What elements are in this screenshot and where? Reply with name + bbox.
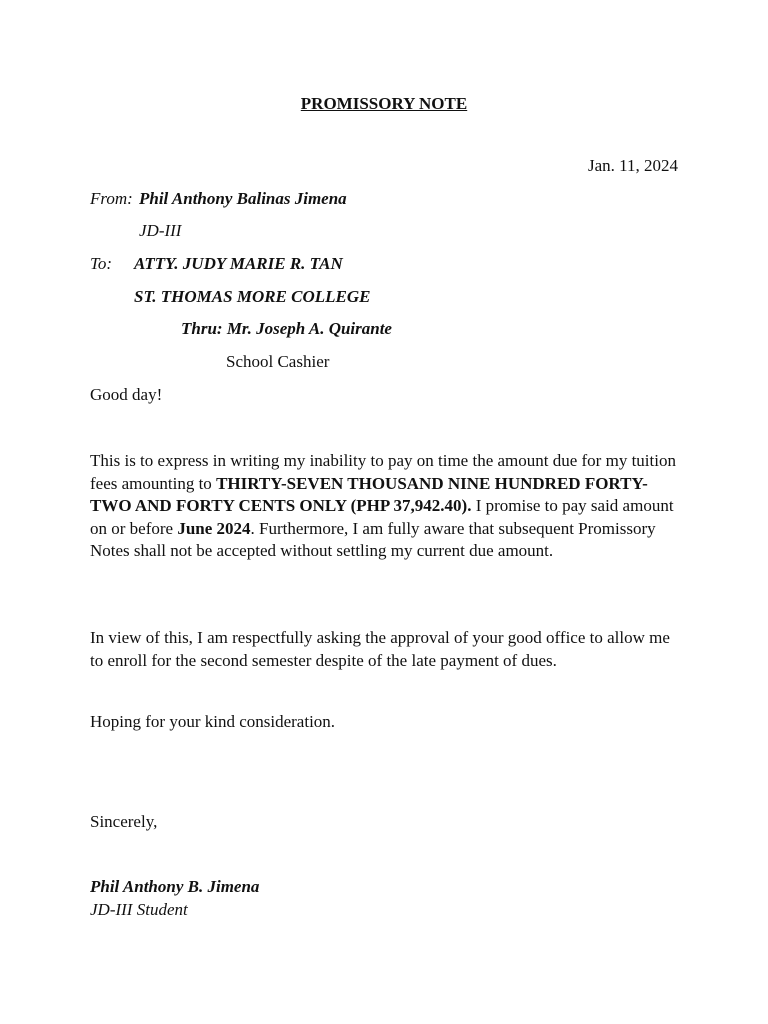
body-paragraph-2-text: In view of this, I am respectfully asking the approval of your good office to allow me to enroll for the second semester despite of the late payment of dues. <box>90 628 670 670</box>
recipient-name: ATTY. JUDY MARIE R. TAN <box>134 254 343 273</box>
amount-in-words: THIRTY-SEVEN THOUSAND NINE HUNDRED FORTY-TWO AND FORTY CENTS ONLY (PHP 37,942.40). <box>90 473 648 515</box>
thru-line: Thru: Mr. Joseph A. Quirante <box>181 319 392 338</box>
signature-name: Phil Anthony B. Jimena <box>90 877 260 896</box>
closing: Sincerely, <box>90 812 158 831</box>
document-title: PROMISSORY NOTE <box>300 94 468 113</box>
body-text-b: I promise to pay said amount on or before <box>90 496 674 538</box>
body-text-c: . Furthermore, I am fully aware that subsequent Promissory Notes shall not be accepted without settling my current due amount. <box>90 518 656 560</box>
greeting: Good day! <box>90 385 163 404</box>
sender-designation: JD-III <box>139 221 182 240</box>
thru-position: School Cashier <box>226 352 330 371</box>
body-paragraph-2 <box>90 627 682 672</box>
body-paragraph-3: Hoping for your kind consideration. <box>90 712 336 731</box>
recipient-institution: ST. THOMAS MORE COLLEGE <box>134 287 371 306</box>
body-text-a: This is to express in writing my inability to pay on time the amount due for my tuition fees amounting to <box>90 451 676 493</box>
to-label: To: <box>90 254 113 273</box>
payment-deadline: June 2024 <box>177 518 251 538</box>
letter-date: Jan. 11, 2024 <box>587 156 678 175</box>
body-paragraph-1 <box>90 450 682 563</box>
from-label: From: <box>90 189 133 208</box>
signature-title: JD-III Student <box>90 900 188 919</box>
sender-name: Phil Anthony Balinas Jimena <box>139 189 347 208</box>
